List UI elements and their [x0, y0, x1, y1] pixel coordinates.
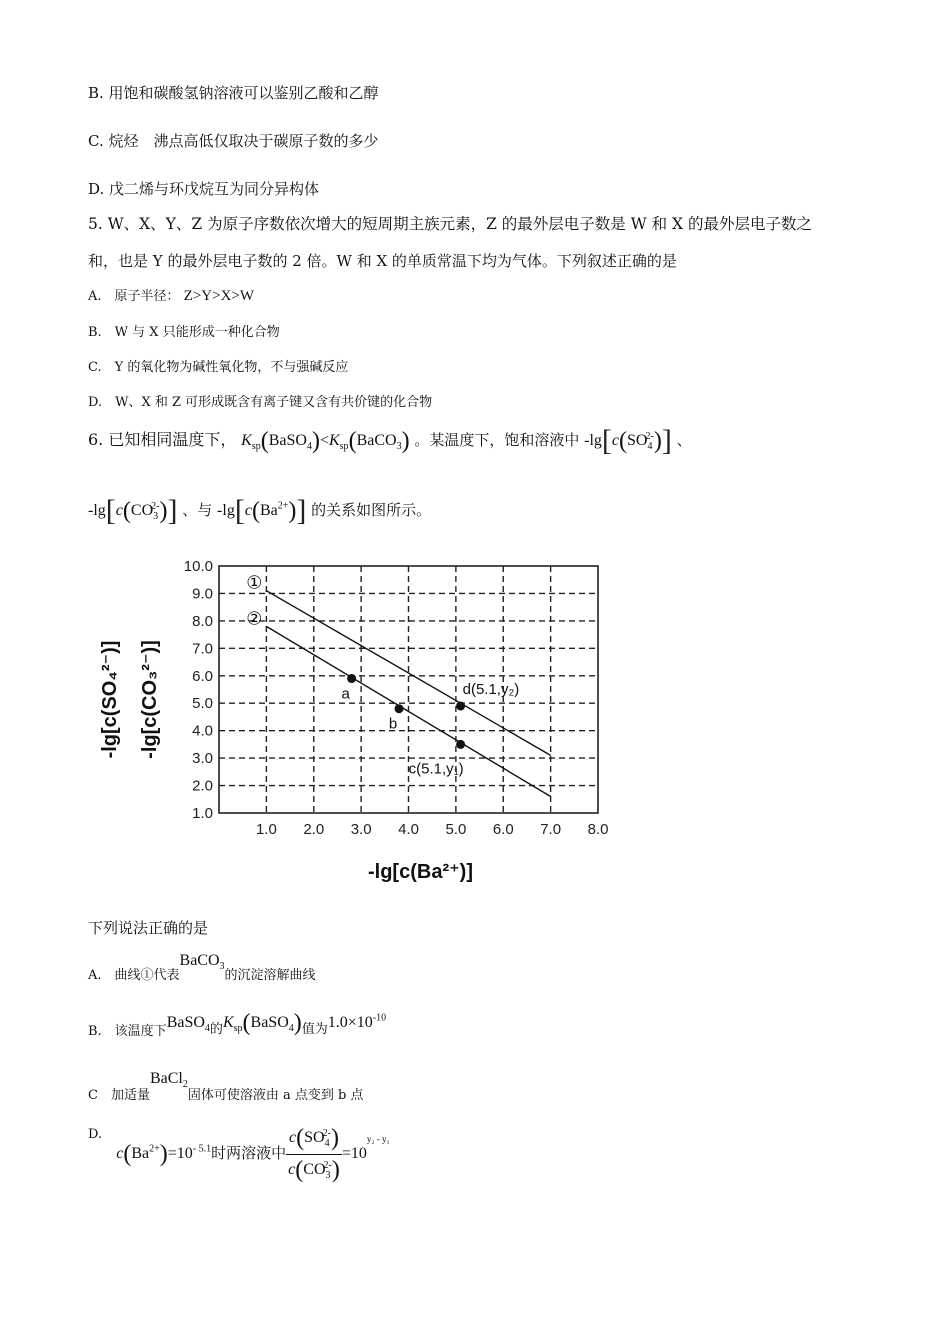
q6-option-b [88, 1010, 386, 1037]
curve-label-2: ② [246, 608, 263, 629]
q6-line2-mid: 、与 [182, 501, 213, 519]
q5-stem-line2: 和，也是 Y 的最外层电子数的 2 倍。W 和 X 的单质常温下均为气体。下列叙述正确的是 [88, 252, 677, 270]
q4-option-c: C. 烷烃 沸点高低仅取决于碳原子数的多少 [88, 132, 379, 150]
x-tick-label: 1.0 [255, 821, 277, 838]
y-tick-label: 2.0 [192, 777, 213, 795]
solubility-chart [96, 552, 636, 892]
q6-intro-c: 、 [676, 431, 692, 449]
q6-stem-line1 [88, 424, 692, 458]
y-tick-label: 9.0 [192, 585, 213, 603]
x-tick-label: 7.0 [540, 821, 562, 838]
y-tick-label: 6.0 [192, 667, 213, 685]
y-tick-label: 8.0 [192, 612, 213, 630]
y-tick-label: 3.0 [192, 750, 213, 768]
ratio-result: $=10^{y_2 - y_1}$ [341, 1133, 390, 1162]
point-label-a: a [341, 685, 350, 703]
y-tick-label: 4.0 [192, 722, 213, 740]
ksp-inequality: $K_{sp}(BaSO_4)<K_{sp}(BaCO_3)$ [241, 428, 410, 454]
q6-option-c-pre: C 加适量 [88, 1088, 150, 1103]
q6-option-a-post: 的沉淀溶解曲线 [224, 968, 316, 983]
ba-concentration: $c(Ba^{2+})=10^{- 5.1}$ [116, 1141, 212, 1167]
expr-lg-ba: $-\lg[c(Ba^{2+})]$ [217, 494, 307, 527]
x-tick-label: 3.0 [350, 821, 372, 838]
q4-option-b: B. 用饱和碳酸氢钠溶液可以鉴别乙酸和乙醇 [88, 84, 379, 102]
y-tick-label: 5.0 [192, 695, 213, 713]
q6-option-d-mid: 时两溶液中 [211, 1144, 287, 1162]
x-tick-label: 2.0 [303, 821, 325, 838]
q6-option-d [88, 1125, 390, 1184]
q6-option-a-pre: A. 曲线①代表 [88, 968, 180, 983]
q6-option-c-post: 固体可使溶液由 a 点变到 b 点 [187, 1088, 364, 1103]
q6-option-b-pre: B. 该温度下 [88, 1024, 167, 1039]
q6-option-c [88, 1068, 364, 1103]
point-label-d: d(5.1,y₂) [462, 680, 520, 698]
x-axis-title: -lg[c(Ba²⁺)] [368, 861, 473, 883]
data-point-d [456, 701, 465, 710]
x-tick-label: 4.0 [398, 821, 419, 838]
data-point-c [456, 740, 465, 749]
data-point-b [395, 704, 404, 713]
q6-intro-a: 6. 已知相同温度下， [88, 430, 237, 449]
q5-stem-line1: 5. W、X、Y、Z 为原子序数依次增大的短周期主族元素，Z 的最外层电子数是 W 和 X 的最外层电子数之 [88, 215, 812, 233]
q5-option-c: C. Y 的氧化物为碱性氧化物，不与强碱反应 [88, 360, 349, 375]
q5-option-b: B. W 与 X 只能形成一种化合物 [88, 325, 280, 340]
y-tick-label: 7.0 [192, 640, 213, 658]
formula-bacl2: BaCl$_2$ [149, 1070, 188, 1091]
q6-option-d-pre: D. [88, 1127, 103, 1142]
curve-label-1: ① [246, 572, 263, 593]
x-tick-label: 8.0 [587, 821, 609, 838]
expr-lg-so4: $-\lg[c(SO_4^{2-})]$ [584, 424, 672, 457]
q6-line2-end: 的关系如图所示。 [311, 501, 432, 519]
point-label-c: c(5.1,y₁) [408, 760, 464, 778]
concentration-ratio: $\frac{c(SO_4^{2-})}{c(CO_3^{2-})}$ [288, 1125, 340, 1183]
point-label-b: b [388, 715, 398, 733]
formula-baso4: BaSO$_4$ [166, 1014, 210, 1035]
q6-prompt: 下列说法正确的是 [88, 919, 209, 937]
q5-option-a-math: Z>Y>X>W [183, 288, 255, 304]
expr-lg-co3: $-\lg[c(CO_3^{2-})]$ [88, 494, 178, 527]
q6-stem-line2 [88, 494, 431, 528]
q5-option-a [88, 285, 254, 305]
data-point-a [347, 674, 356, 683]
y-tick-label: 10.0 [183, 558, 213, 575]
y-tick-label: 1.0 [192, 805, 213, 822]
q6-intro-b: 。某温度下，饱和溶液中 [414, 431, 580, 449]
ksp-baso4: $K_{sp}(BaSO_4)$ [222, 1010, 302, 1036]
formula-baco3: BaCO$_3$ [179, 952, 225, 973]
q5-option-d: D. W、X 和 Z 可形成既含有离子键又含有共价键的化合物 [88, 395, 433, 410]
q6-option-b-mid: 的 [209, 1022, 223, 1037]
chart-labels [99, 558, 608, 883]
y-axis-title-right: -lg[c(CO₃²⁻)] [139, 640, 161, 759]
q6-option-b-post: 值为 [301, 1022, 328, 1037]
q6-option-a [88, 950, 316, 983]
ksp-value: $1.0\times 10^{-10}$ [327, 1012, 387, 1031]
x-tick-label: 5.0 [445, 821, 467, 838]
q5-option-a-prefix: A. 原子半径： [88, 289, 180, 304]
y-axis-title-left: -lg[c(SO₄²⁻)] [99, 640, 121, 759]
x-tick-label: 6.0 [492, 821, 514, 838]
q4-option-d: D. 戊二烯与环戊烷互为同分异构体 [88, 180, 320, 198]
